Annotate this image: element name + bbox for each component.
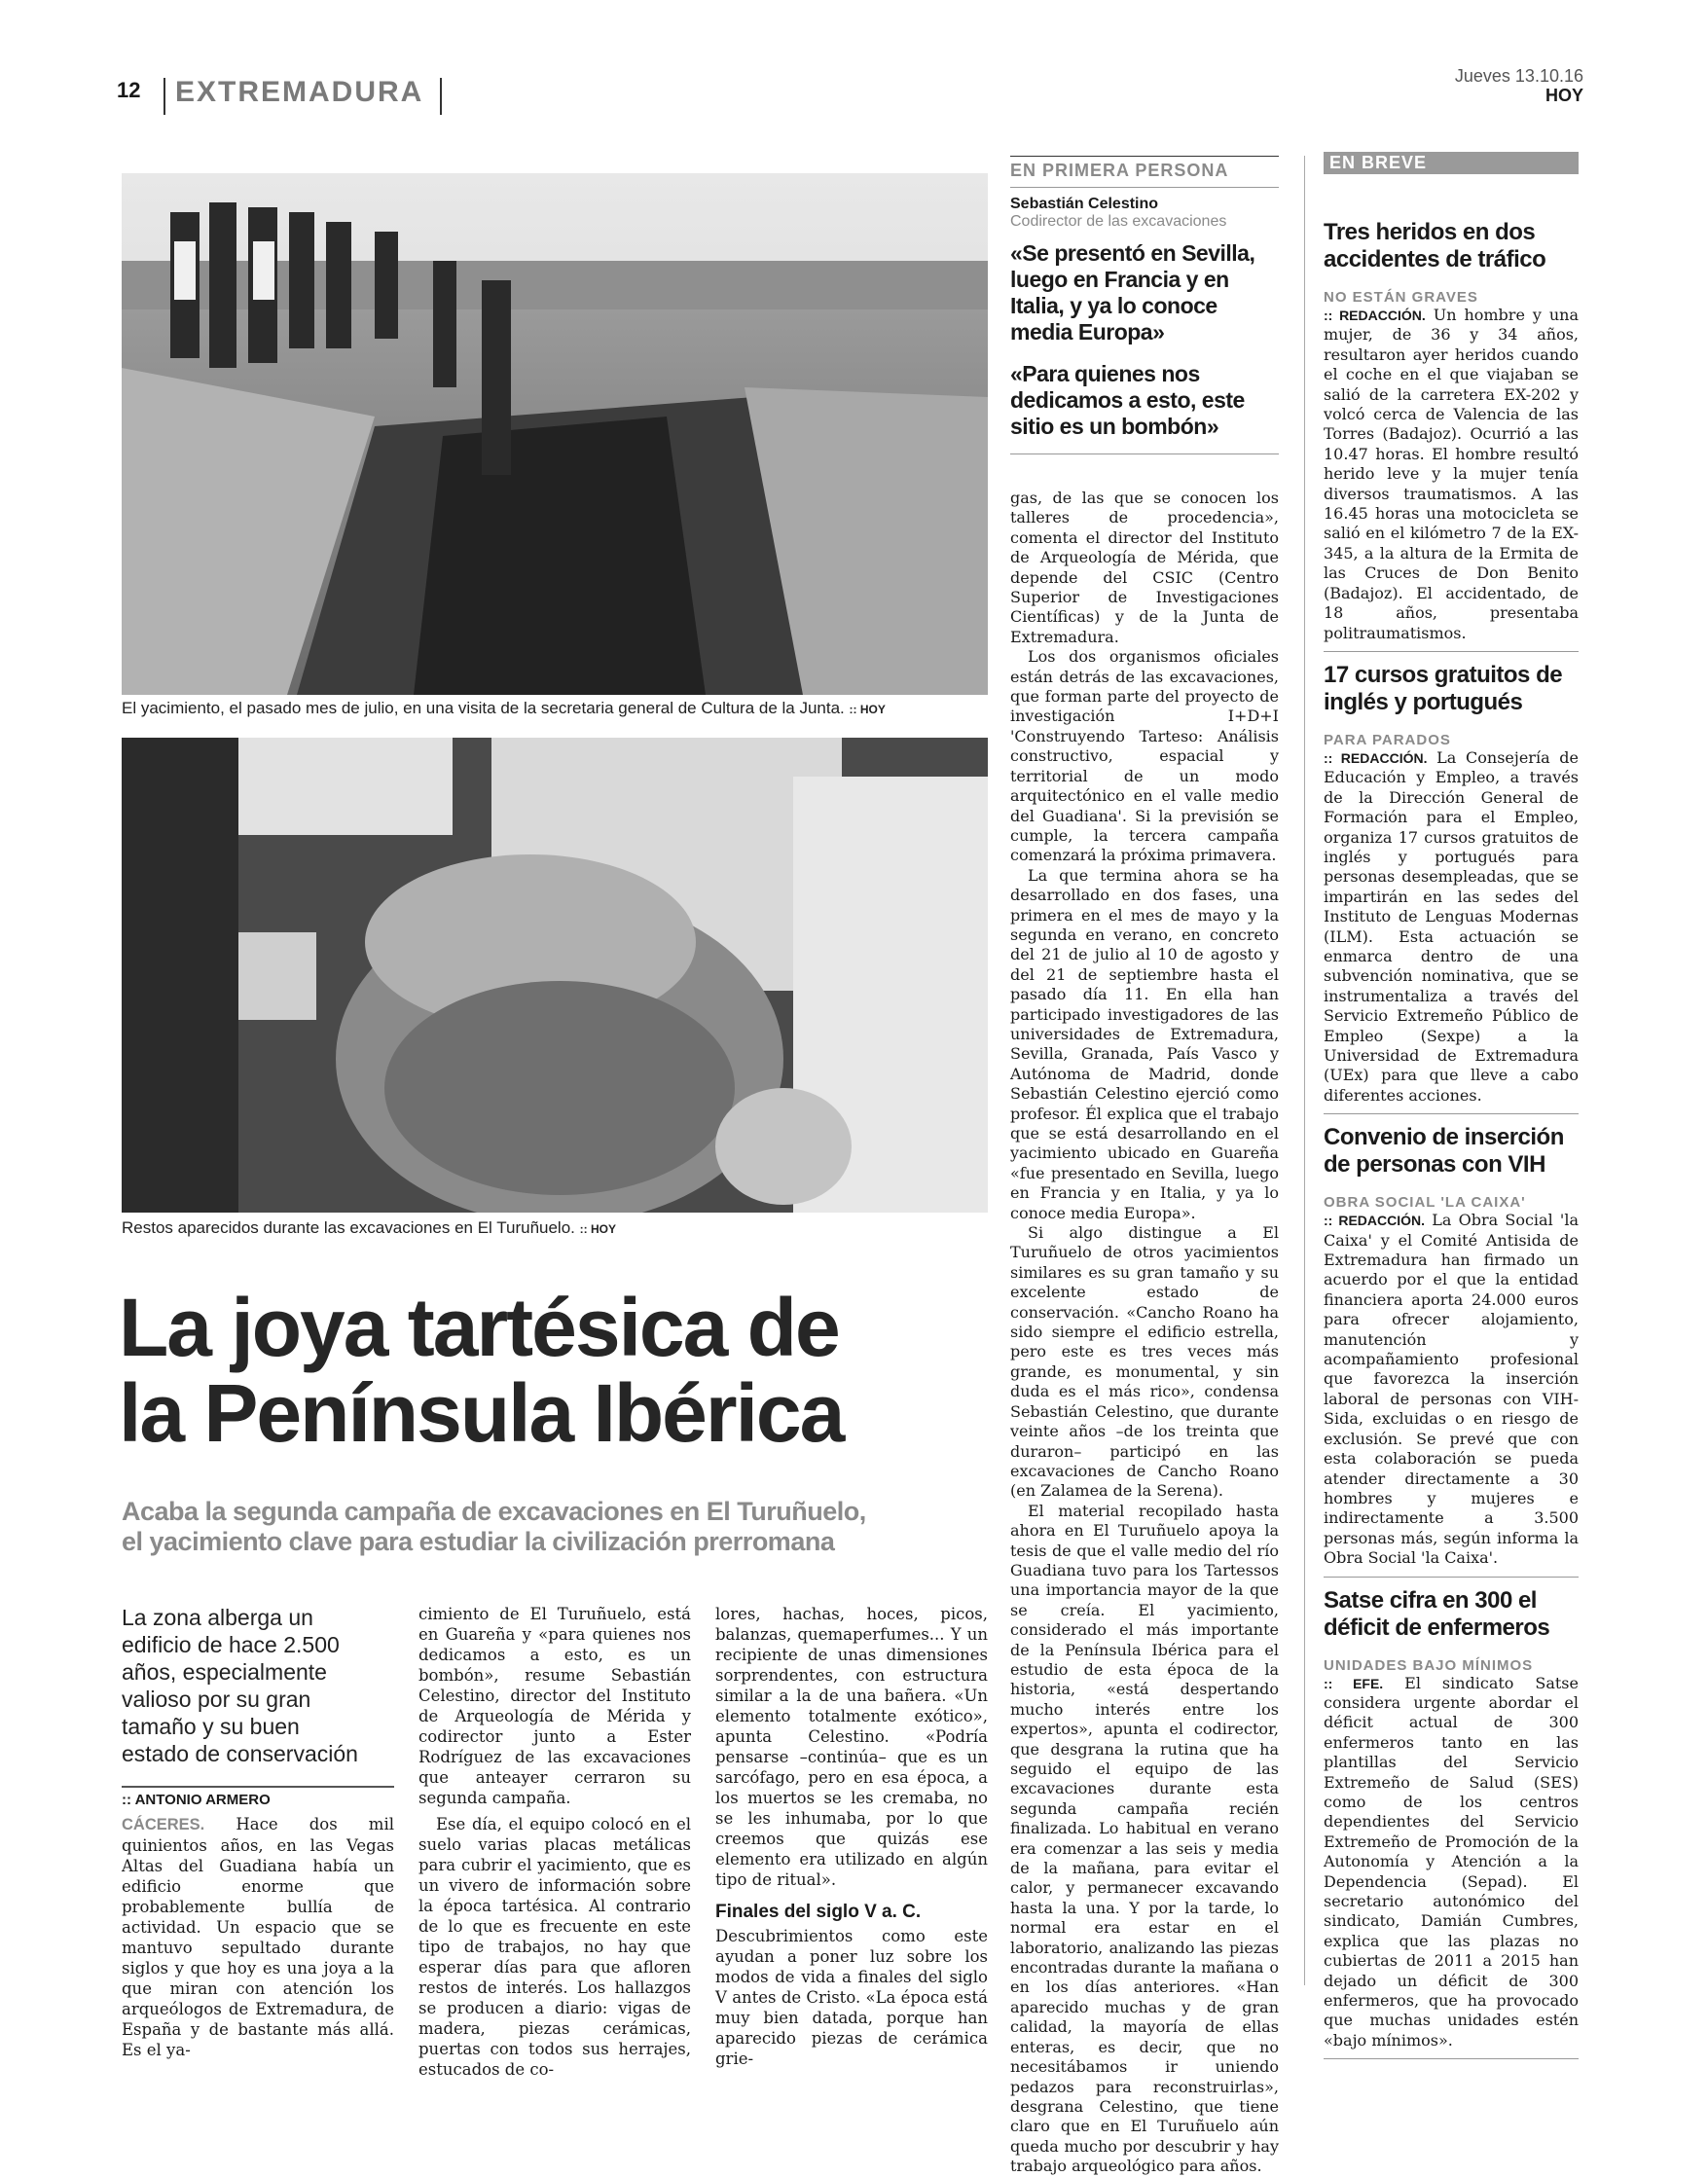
col3-p1: lores, hachas, hoces, picos, balanzas, quemaperfumes... Y un recipiente de unas dimensiones sorprendentes, con estructura similar a la de una bañera. «Un elemento totalmente exótico», apunta Celestino. «Podría pensarse –continúa– que es un sarcófago, pero en esa época, a los muertos se les cremaba, no se les inhumaba, por lo que creemos que quizás ese elemento era utilizado en algún tipo de ritual». <box>715 1605 988 1889</box>
brief-item-2-kicker: PARA PARADOS <box>1324 731 1451 748</box>
brief-item-2-title: 17 cursos gratuitos de inglés y portugués <box>1324 661 1563 715</box>
interviewee-role: Codirector de las excavaciones <box>1010 213 1227 230</box>
brief-item-1 <box>1324 219 1579 652</box>
brief-item-3-text: La Obra Social 'la Caixa' y el Comité Antisida de Extremadura han firmado un acuerdo por el que la entidad financiera aporta 24.000 euros para ofrecer alojamiento, manutención y acompañamiento profesional que favorezca la inserción laboral de personas con VIH-Sida, excluidas o en riesgo de exclusión. Se prevé que con esta colaboración se pueda atender directamente a 30 hombres y mujeres e indirectamente a 3.500 personas más, según informa la Obra Social 'la Caixa'. <box>1324 1211 1579 1568</box>
col2-p2: Ese día, el equipo colocó en el suelo varias placas metálicas para cubrir el yacimiento, que es un vivero de información sobre la época tartésica. Al contrario de lo que es frecuente en este tipo de trabajos, no hay que esperar días para que afloren restos de interés. Los hallazgos se producen a diario: vigas de madera, piezas cerámicas, puertas con todos sus herrajes, estucados de co- <box>418 1815 691 2079</box>
article-col1 <box>122 1814 394 2060</box>
headline <box>119 1282 995 1459</box>
dateline: CÁCERES. <box>122 1816 205 1833</box>
first-person-kicker: EN PRIMERA PERSONA <box>1010 161 1229 180</box>
pottery-find-photo <box>122 738 988 1213</box>
brief-item-3-kicker: OBRA SOCIAL 'LA CAIXA' <box>1324 1194 1526 1212</box>
col4-p3: La que termina ahora se ha desarrollado en dos fases, una primera en el mes de mayo y la segunda en verano, en concreto del 21 de julio al 10 de agosto y del 21 de septiembre hasta el pasado día 11. En ella han participado investigadores de las universidades de Extremadura, Sevilla, Granada, País Vasco y Autónoma de Madrid, donde Sebastián Celestino ejerció como profesor. Él explica que el trabajo que se está desarrollando en el yacimiento ubicado en Guareña «fue presentado en Sevilla, luego en Francia y en Italia, y ya lo conoce media Europa». <box>1010 865 1279 1222</box>
col3-subhead: Finales del siglo V a. C. <box>715 1902 922 1922</box>
brief-item-4-text: El sindicato Satse considera urgente abordar el déficit actual de 300 enfermeros tanto en las plantillas del Servicio Extremeño de Salud (SES) como de los centros dependientes del Servicio Extremeño de Promoción de la Autonomía y Atención a la Dependencia (Sepad). El secretario autonómico del sindicato, Damián Cumbres, explica que las plazas no cubiertas de 2011 a 2015 han dejado un déficit de 300 enfermeros, que ha provocado que muchas unidades estén «bajo mínimos». <box>1324 1673 1579 2050</box>
subheadline-line2: el yacimiento clave para estudiar la civilización prerromana <box>122 1527 835 1556</box>
col1-text: Hace dos mil quinientos años, en las Vegas Altas del Guadiana había un edificio enorme que probablemente bullía de actividad. Un espacio que se mantuvo sepultado durante siglos y que hoy es una joya a la que miran con atención los arqueólogos de Extremadura, de España y de bastante más allá. Es el ya- <box>122 1815 395 2059</box>
brief-item-2-text: La Consejería de Educación y Empleo, a través de la Dirección General de Formación para el Empleo, organiza 17 cursos gratuitos de inglés y portugués para personas desempleadas, que se impartirán en las sedes del Instituto de Lenguas Modernas (ILM). Esta actuación se enmarca dentro de una subvención nominativa, que se instrumentaliza a través del Servicio Extremeño Público de Empleo (Sexpe) a la Universidad de Extremadura (UEx) para que lleve a cabo diferentes acciones. <box>1324 747 1579 1105</box>
byline-rule <box>122 1786 394 1788</box>
brief-item-3-source: :: REDACCIÓN. <box>1324 1213 1426 1229</box>
photo2-caption <box>122 1218 988 1238</box>
quote-1: «Se presentó en Sevilla, luego en Francia y en Italia, y ya lo conoce media Europa» <box>1010 240 1255 345</box>
paper-name: HOY <box>1544 86 1583 105</box>
subheadline-line1: Acaba la segunda campaña de excavaciones en El Turuñuelo, <box>122 1497 866 1526</box>
headline-line1: La joya tartésica de <box>119 1282 839 1373</box>
brief-item-2 <box>1324 662 1579 1114</box>
photo1-caption-text: El yacimiento, el pasado mes de julio, en una visita de la secretaria general de Cultura de la Junta. <box>122 699 845 717</box>
byline: :: ANTONIO ARMERO <box>122 1792 271 1808</box>
col3-p2: Descubrimientos como este ayudan a poner luz sobre los modos de vida a finales del siglo V antes de Cristo. «La época está muy bien datada, porque han aparecido piezas de cerámica grie- <box>715 1927 988 2068</box>
brief-item-3-title: Convenio de inserción de personas con VIH <box>1324 1124 1564 1179</box>
brief-item-2-source: :: REDACCIÓN. <box>1324 749 1428 766</box>
brief-item-4-kicker: UNIDADES BAJO MÍNIMOS <box>1324 1656 1534 1674</box>
photo2-caption-text: Restos aparecidos durante las excavaciones en El Turuñuelo. <box>122 1218 575 1237</box>
brief-column <box>1324 152 1579 2059</box>
page-number: 12 <box>117 78 141 102</box>
header-divider-left <box>164 78 165 115</box>
photo1-credit: :: HOY <box>849 703 886 716</box>
col4-p4: Si algo distingue a El Turuñuelo de otros yacimientos similares es su gran tamaño y su excelente estado de conservación. «Cancho Roano ha sido siempre el edificio estrella, pero este es tres veces más grande, es monumental, y sin duda es el más rico», condensa Sebastián Celestino, que durante veinte años –de los treinta que duraron– participó en las excavaciones de Cancho Roano (en Zalamea de la Serena). <box>1010 1223 1279 1501</box>
brief-label: EN BREVE <box>1324 152 1579 174</box>
excavation-site-photo <box>122 173 988 695</box>
headline-line2: la Península Ibérica <box>119 1367 844 1459</box>
brief-item-1-kicker: NO ESTÁN GRAVES <box>1324 289 1478 306</box>
standfirst: La zona alberga un edificio de hace 2.500 años, especialmente valioso por su gran tamaño y su buen estado de conservación <box>122 1605 358 1766</box>
issue-date: Jueves 13.10.16 <box>1454 66 1583 86</box>
article-col3 <box>715 1604 988 2069</box>
header-divider-right <box>440 78 442 115</box>
brief-item-4 <box>1324 1587 1579 2060</box>
brief-item-4-source: :: EFE. <box>1324 1675 1384 1691</box>
section-title: EXTREMADURA <box>175 76 424 108</box>
brief-item-1-title: Tres heridos en dos accidentes de tráfico <box>1324 219 1546 272</box>
photo1-caption <box>122 699 988 718</box>
col4-p2: Los dos organismos oficiales están detrás de las excavaciones, que forman parte del proyecto de investigación I+D+I 'Construyendo Tarteso: Análisis constructivo, espacial y territorial de un modo arquitectónico en el valle medio del Guadiana'. Si la previsión se cumple, la tercera campaña comenzará la próxima primavera. <box>1010 647 1279 865</box>
article-col4 <box>1010 489 1279 2177</box>
brief-item-1-source: :: REDACCIÓN. <box>1324 308 1426 323</box>
col4-p5: El material recopilado hasta ahora en El Turuñuelo apoya la tesis de que el valle medio del río Guadiana tuvo para los Tartessos una importancia mayor de la que se creía. El yacimiento, considerado el más importante de la Península Ibérica para el estudio de esta época de la historia, «está despertando mucho interés entre los expertos», apunta el codirector, que desgrana la rutina que ha seguido el equipo de las excavaciones durante esta segunda campaña recién finalizada. Lo habitual en verano era comenzar a las seis y media de la mañana, para evitar el calor, y permanecer excavando hasta la una. Y por la tarde, lo normal era estar en el laboratorio, analizando las piezas encontradas durante la mañana o en los días anteriores. «Han aparecido muchas y de gran calidad, la mayoría de ellas enteras, es decir, que no necesitábamos ir uniendo pedazos para reconstruirlas», desgrana Celestino, que tiene claro que en El Turuñuelo aún queda mucho por descubrir y hay trabajo arqueológico para años. <box>1010 1501 1279 2176</box>
interviewee-name: Sebastián Celestino <box>1010 196 1159 212</box>
brief-item-4-title: Satse cifra en 300 el déficit de enfermeros <box>1324 1586 1550 1641</box>
photo2-credit: :: HOY <box>579 1222 616 1236</box>
col2-p1: cimiento de El Turuñuelo, está en Guareña y «para quienes nos dedicamos a esto, es un bombón», resume Sebastián Celestino, director del Instituto de Arqueología de Mérida y codirector junto a Ester Rodríguez de las excavaciones que anteayer cerraron su segunda campaña. <box>418 1605 691 1807</box>
col4-p1: gas, de las que se conocen los talleres de procedencia», comenta el director del Instituto de Arqueología de Mérida, que depende del CSIC (Centro Superior de Investigaciones Científicas) y de la Junta de Extremadura. <box>1010 489 1279 646</box>
first-person-box <box>1010 156 1279 454</box>
article-col2 <box>418 1604 691 2080</box>
brief-divider <box>1304 156 1305 1985</box>
quote-2: «Para quienes nos dedicamos a esto, este sitio es un bombón» <box>1010 361 1245 439</box>
brief-item-3 <box>1324 1124 1579 1577</box>
brief-item-1-text: Un hombre y una mujer, de 36 y 34 años, resultaron ayer heridos cuando el coche en el que viajaban se salió de la carretera EX-202 y volcó cerca de Valencia de las Torres (Badajoz). Ocurrió a las 10.47 horas. El hombre resultó herido leve y la mujer tenía diversos traumatismos. A las 16.45 horas una motocicleta se salió en el kilómetro 7 de la EX-345, a la altura de la Ermita de las Cruces de Don Benito (Badajoz). El accidentado, de 18 años, presentaba politraumatismos. <box>1324 306 1579 642</box>
subheadline <box>122 1497 998 1557</box>
